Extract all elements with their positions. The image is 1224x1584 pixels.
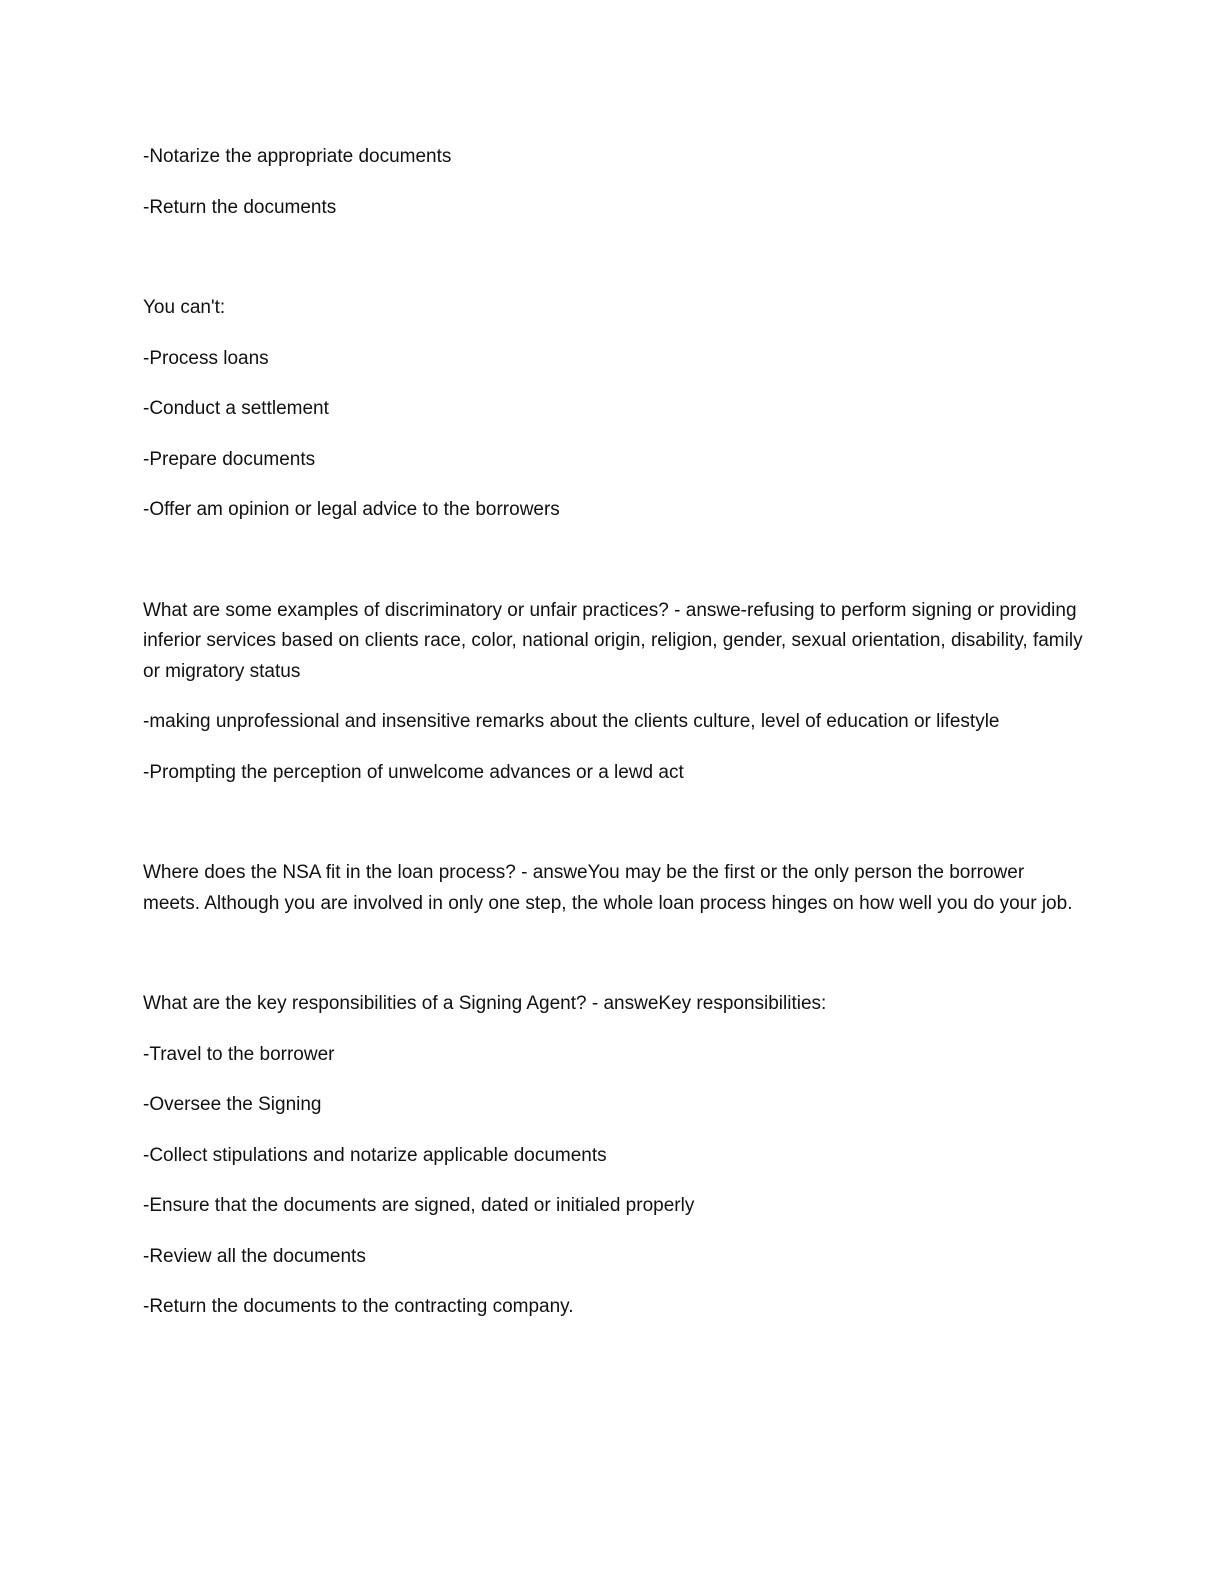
question-paragraph: What are the key responsibilities of a Signing Agent? - answeKey responsibilities:	[143, 993, 827, 1014]
list-item: -Travel to the borrower	[143, 1043, 335, 1065]
list-item: -Collect stipulations and notarize applicable documents	[143, 1144, 607, 1166]
list-item: -Prepare documents	[143, 448, 316, 470]
list-item: -Ensure that the documents are signed, dated or initialed properly	[143, 1195, 695, 1216]
list-item: -Review all the documents	[143, 1245, 366, 1267]
list-item: -Conduct a settlement	[143, 398, 329, 419]
document-body	[143, 142, 1083, 1343]
list-item: -Return the documents	[143, 196, 337, 218]
list-item: -Process loans	[143, 347, 269, 369]
list-item: -Offer am opinion or legal advice to the borrowers	[143, 499, 560, 520]
list-item: -making unprofessional and insensitive remarks about the clients culture, level of education or lifestyle	[143, 711, 1000, 732]
section-heading: You can't:	[143, 297, 226, 318]
list-item: -Oversee the Signing	[143, 1094, 322, 1115]
question-paragraph: Where does the NSA fit in the loan process? - answeYou may be the first or the only person the borrower meets. Although you are involved in only one step, the whole loan process hinges on how well you do your job.	[143, 862, 1073, 914]
list-item: -Return the documents to the contracting company.	[143, 1296, 574, 1317]
question-paragraph: What are some examples of discriminatory or unfair practices? - answe-refusing to perform signing or providing inferior services based on clients race, color, national origin, religion, gender, sexual orientation, disability, family or migratory status	[143, 599, 1083, 682]
list-item: -Notarize the appropriate documents	[143, 146, 452, 167]
list-item: -Prompting the perception of unwelcome advances or a lewd act	[143, 761, 684, 783]
